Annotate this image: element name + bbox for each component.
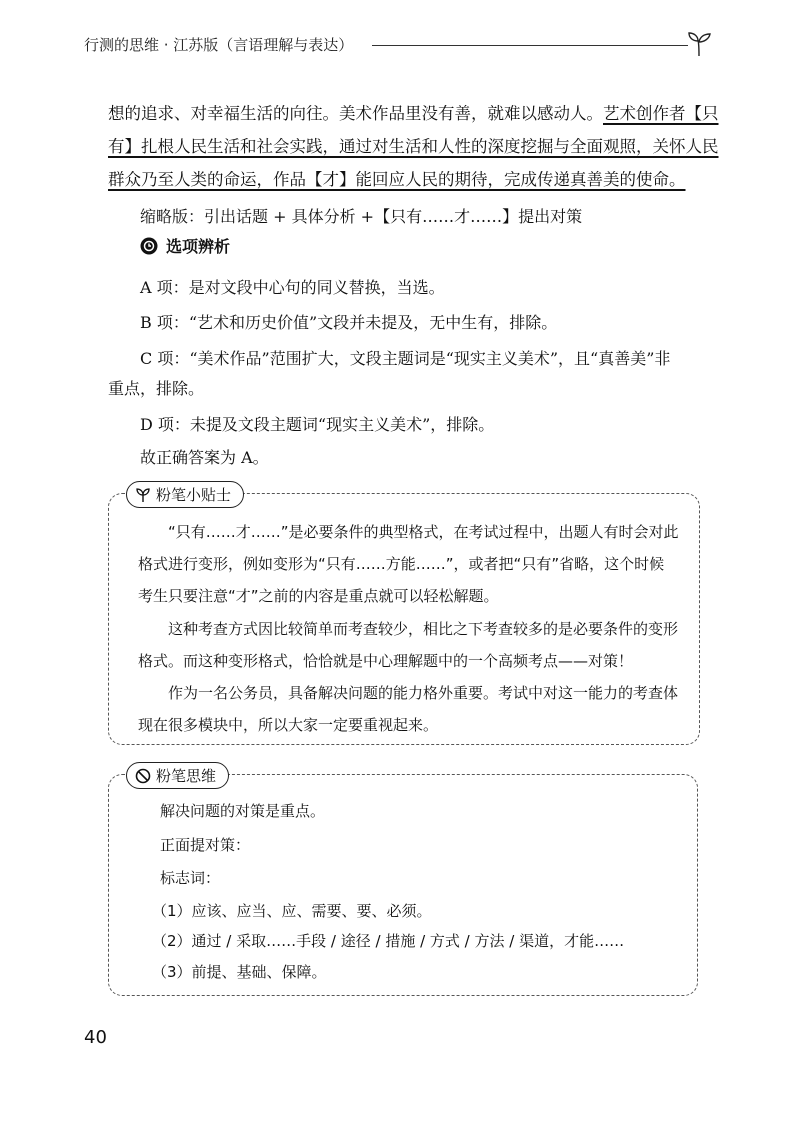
option-a: A 项：是对文段中心句的同义替换，当选。 [140, 278, 445, 297]
thinking-line-5: （2）通过 / 采取……手段 / 途径 / 措施 / 方式 / 方法 / 渠道，才能…… [152, 932, 625, 950]
page-number: 40 [84, 1027, 107, 1048]
clock-badge-icon [140, 237, 158, 255]
tips-p1-line-2: 格式进行变形，例如变形为“只有……方能……”，或者把“只有”省略，这个时候 [138, 555, 665, 573]
thinking-line-4: （1）应该、应当、应、需要、要、必须。 [152, 902, 432, 920]
passage-underlined-1: 艺术创作者【只 [603, 104, 719, 123]
header-title: 行测的思维 · 江苏版（言语理解与表达） [84, 36, 354, 54]
thinking-title: 粉笔思维 [156, 767, 217, 785]
tips-p1-line-1: “只有……才……”是必要条件的典型格式，在考试过程中，出题人有时会对此 [168, 523, 679, 541]
thinking-line-1: 解决问题的对策是重点。 [160, 802, 326, 820]
prohibited-circle-icon [135, 768, 151, 784]
sprout-tag-icon [135, 487, 151, 503]
header-rule [372, 45, 688, 46]
answer-line: 故正确答案为 A。 [140, 448, 269, 467]
option-c-line-2: 重点，排除。 [108, 379, 205, 398]
passage-text [108, 97, 719, 196]
options-heading [140, 234, 230, 257]
tips-tag [126, 481, 244, 508]
thinking-tag [126, 762, 229, 789]
thinking-line-6: （3）前提、基础、保障。 [152, 963, 327, 981]
passage-underlined-2: 有】扎根人民生活和社会实践，通过对生活和人性的深度挖掘与全面观照，关怀人民 [108, 137, 719, 156]
passage-underlined-3: 群众乃至人类的命运，作品【才】能回应人民的期待，完成传递真善美的使命。 [108, 170, 686, 189]
tips-p2-line-1: 这种考查方式因比较简单而考查较少，相比之下考查较多的是必要条件的变形 [168, 620, 679, 638]
sprout-icon [684, 28, 714, 58]
tips-paragraph-3 [138, 677, 678, 741]
tips-p2-line-2: 格式。而这种变形格式，恰恰就是中心理解题中的一个高频考点——对策！ [138, 652, 634, 670]
tips-title: 粉笔小贴士 [156, 486, 232, 504]
tips-paragraph-1 [138, 516, 678, 612]
option-c-line-1: C 项：“美术作品”范围扩大，文段主题词是“现实主义美术”，且“真善美”非 [140, 349, 671, 368]
option-b: B 项：“艺术和历史价值”文段并未提及，无中生有，排除。 [140, 313, 558, 332]
running-header [84, 28, 714, 58]
passage-line-1: 想的追求、对幸福生活的向往。美术作品里没有善，就难以感动人。 [108, 104, 603, 123]
summary-line: 缩略版：引出话题 + 具体分析 +【只有……才……】提出对策 [140, 207, 583, 226]
thinking-line-3: 标志词： [160, 869, 221, 887]
tips-paragraph-2 [138, 613, 678, 677]
tips-p3-line-1: 作为一名公务员，具备解决问题的能力格外重要。考试中对这一能力的考查体 [168, 684, 679, 702]
tips-p1-line-3: 考生只要注意“才”之前的内容是重点就可以轻松解题。 [138, 587, 499, 605]
thinking-line-2: 正面提对策： [160, 836, 251, 854]
tips-p3-line-2: 现在很多模块中，所以大家一定要重视起来。 [138, 716, 439, 734]
option-d: D 项：未提及文段主题词“现实主义美术”，排除。 [140, 415, 495, 434]
options-heading-label: 选项辨析 [166, 237, 231, 256]
